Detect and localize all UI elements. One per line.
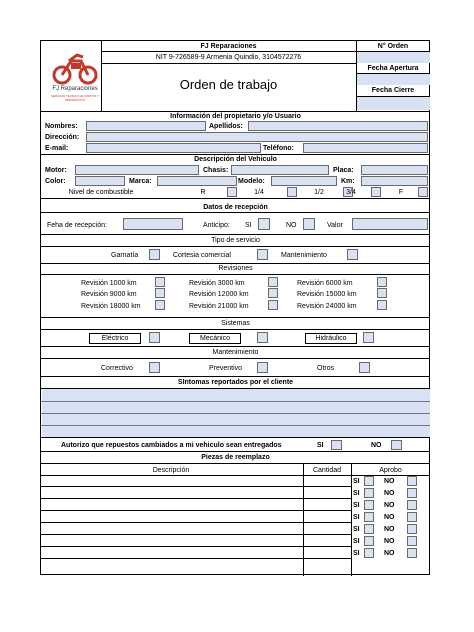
fuel-check-f[interactable] (418, 187, 428, 197)
order-number-label: N° Orden (377, 43, 409, 50)
nombres-field[interactable] (86, 121, 206, 131)
revision-9000-check[interactable] (155, 288, 165, 298)
apellidos-field[interactable] (248, 121, 428, 131)
motor-label: Motor: (45, 167, 67, 174)
revision-12000-check[interactable] (268, 288, 278, 298)
revision-3000-check[interactable] (268, 277, 278, 287)
revision-3000: Revisión 3000 km (189, 280, 245, 287)
revision-24000: Revisión 24000 km (297, 303, 357, 310)
anticipo-no-label: NO (286, 222, 297, 229)
part-no-label: NO (384, 514, 395, 521)
part-si-label: SI (353, 490, 360, 497)
service-cortesia-label: Cortesia comercial (173, 252, 231, 259)
revision-21000-check[interactable] (268, 300, 278, 310)
parts-col-descripcion: Descripción (152, 467, 190, 474)
system-hidraulico-label: Hidráulico (305, 333, 357, 344)
logo-text: FJ Reparaciones (52, 86, 98, 92)
fuel-level-f: F (398, 189, 404, 196)
part-quantity-cell[interactable] (304, 547, 351, 559)
part-no-label: NO (384, 502, 395, 509)
email-label: E-mail: (45, 145, 69, 152)
part-description-cell[interactable] (41, 535, 303, 547)
revision-15000-check[interactable] (377, 288, 387, 298)
part-si-check[interactable] (364, 524, 374, 534)
logo (47, 47, 103, 103)
revision-15000: Revisión 15000 km (297, 291, 357, 298)
page-title: Orden de trabajo (179, 77, 278, 92)
fecha-apertura-field[interactable] (357, 74, 430, 85)
part-description-cell[interactable] (41, 487, 303, 499)
service-mantenimiento-check[interactable] (347, 249, 358, 260)
service-garantia-label: Garnatía (111, 252, 139, 259)
revision-24000-check[interactable] (377, 300, 387, 310)
part-quantity-cell[interactable] (304, 475, 351, 487)
anticipo-no-check[interactable] (303, 218, 315, 230)
part-quantity-cell[interactable] (304, 523, 351, 535)
maint-otros-label: Otros (317, 365, 335, 372)
part-no-label: NO (384, 550, 395, 557)
maintenance-section-title: Mantenimiento (212, 349, 259, 356)
part-description-cell[interactable] (41, 523, 303, 535)
part-description-cell[interactable] (41, 475, 303, 487)
parts-row (41, 535, 430, 547)
direccion-field[interactable] (86, 132, 428, 142)
parts-row (41, 499, 430, 511)
fuel-level-r: R (200, 189, 206, 196)
symptoms-section-title: SIntomas reportados por el cliente (177, 379, 294, 386)
revision-1000-check[interactable] (155, 277, 165, 287)
fecha-cierre-field[interactable] (357, 97, 430, 110)
fuel-level-1-4: 1/4 (254, 189, 264, 196)
parts-row (41, 475, 430, 487)
valor-field[interactable] (352, 218, 428, 230)
part-quantity-cell[interactable] (304, 487, 351, 499)
revision-21000: Revisión 21000 km (189, 303, 249, 310)
part-no-check[interactable] (407, 548, 417, 558)
part-description-cell[interactable] (41, 547, 303, 559)
part-no-check[interactable] (407, 488, 417, 498)
authorization-text: Autorizo que repuestos cambiados a mi vehiculo sean entregados (61, 442, 282, 449)
system-electrico-label: Eléctrico (89, 333, 141, 344)
part-si-check[interactable] (364, 548, 374, 558)
part-no-label: NO (384, 526, 395, 533)
fecha-apertura-label: Fecha Apertura (367, 65, 419, 72)
part-quantity-cell[interactable] (304, 499, 351, 511)
work-order-form (40, 40, 430, 575)
part-no-check[interactable] (407, 500, 417, 510)
service-section-title: Tipo de servicio (211, 237, 260, 244)
parts-row (41, 523, 430, 535)
motorcycle-icon (47, 47, 103, 87)
system-hidraulico-check[interactable] (363, 332, 374, 343)
system-mecanico-check[interactable] (257, 332, 268, 343)
parts-section-title: Piezas de reemplazo (201, 454, 270, 461)
chasis-label: Chasis: (203, 167, 229, 174)
maint-otros-check[interactable] (359, 362, 370, 373)
modelo-field[interactable] (271, 176, 337, 186)
system-electrico-check[interactable] (149, 332, 160, 343)
maint-preventivo-label: Preventivo (209, 365, 243, 372)
parts-col-aprobo: Aprobo (379, 467, 402, 474)
nombres-label: Nombres: (45, 123, 78, 130)
logo-tagline: SERVICIO TECNICO EN MOTOS Y REPARACION (50, 94, 100, 102)
part-quantity-cell[interactable] (304, 535, 351, 547)
fuel-check-r[interactable] (227, 187, 237, 197)
fuel-level-1-2: 1/2 (314, 189, 324, 196)
valor-label: Valor (327, 222, 343, 229)
part-si-label: SI (353, 514, 360, 521)
direccion-label: Dirección: (45, 134, 80, 141)
maint-correctivo-label: Correctivo (101, 365, 133, 372)
modelo-label: Modelo: (238, 178, 265, 185)
part-quantity-cell[interactable] (304, 511, 351, 523)
chasis-field[interactable] (231, 165, 329, 175)
telefono-label: Teléfono: (263, 145, 294, 152)
anticipo-label: Anticipo: (203, 222, 230, 229)
service-mantenimiento-label: Mantenimiento (281, 252, 327, 259)
part-si-check[interactable] (364, 500, 374, 510)
order-number-field[interactable] (357, 52, 430, 63)
revision-9000: Revisión 9000 km (81, 291, 137, 298)
part-no-label: NO (384, 490, 395, 497)
fecha-recepcion-label: Feha de recepción: (47, 222, 107, 229)
part-si-label: SI (353, 526, 360, 533)
auth-no-label: NO (371, 442, 382, 449)
part-si-label: SI (353, 478, 360, 485)
fecha-cierre-label: Fecha Cierre (371, 87, 415, 94)
anticipo-si-check[interactable] (258, 218, 270, 230)
revision-6000: Revisión 6000 km (297, 280, 353, 287)
revision-1000: Revisión 1000 km (81, 280, 137, 287)
part-no-check[interactable] (407, 476, 417, 486)
owner-section-title: Información del propietario y/o Usuario (170, 113, 301, 120)
part-si-check[interactable] (364, 536, 374, 546)
part-no-label: NO (384, 478, 395, 485)
km-field[interactable] (361, 176, 428, 186)
email-field[interactable] (86, 143, 261, 153)
auth-si-label: SI (317, 442, 324, 449)
system-mecanico-label: Mecánico (189, 333, 241, 344)
revision-6000-check[interactable] (377, 277, 387, 287)
fuel-check-3-4[interactable] (371, 187, 381, 197)
parts-col-cantidad: Cantidad (312, 467, 342, 474)
color-field[interactable] (75, 176, 125, 186)
placa-field[interactable] (361, 165, 428, 175)
service-cortesia-check[interactable] (257, 249, 268, 260)
company-nit: NIT 9-726589-9 Armenia Quindio, 3104572276 (155, 54, 302, 61)
marca-field[interactable] (157, 176, 237, 186)
parts-row (41, 547, 430, 559)
service-garantia-check[interactable] (149, 249, 160, 260)
part-no-check[interactable] (407, 512, 417, 522)
km-label: Km: (341, 178, 355, 185)
auth-no-check[interactable] (391, 440, 402, 450)
vehicle-section-title: Descripción del Vehiculo (194, 156, 277, 163)
part-si-check[interactable] (364, 488, 374, 498)
apellidos-label: Apellidos: (209, 123, 243, 130)
company-name: FJ Reparaciones (200, 43, 257, 50)
part-si-check[interactable] (364, 476, 374, 486)
revision-18000-check[interactable] (155, 300, 165, 310)
part-si-label: SI (353, 538, 360, 545)
part-no-check[interactable] (407, 536, 417, 546)
revision-18000: Revisión 18000 km (81, 303, 141, 310)
reception-section-title: Datos de recepción (203, 204, 268, 211)
maint-preventivo-check[interactable] (257, 362, 268, 373)
part-si-check[interactable] (364, 512, 374, 522)
systems-section-title: Sistemas (221, 320, 250, 327)
fuel-label: Nivel de combustible (68, 189, 134, 196)
fecha-recepcion-field[interactable] (123, 218, 183, 230)
color-label: Color: (45, 178, 66, 185)
parts-row (41, 487, 430, 499)
motor-field[interactable] (75, 165, 199, 175)
parts-row (41, 511, 430, 523)
part-no-check[interactable] (407, 524, 417, 534)
anticipo-si-label: SI (245, 222, 252, 229)
marca-label: Marca: (129, 178, 152, 185)
part-si-label: SI (353, 550, 360, 557)
telefono-field[interactable] (303, 143, 428, 153)
parts-table-body (41, 475, 430, 575)
fuel-check-1-4[interactable] (287, 187, 297, 197)
fuel-level-3-4: 3/4 (346, 189, 356, 196)
maint-correctivo-check[interactable] (149, 362, 160, 373)
part-si-label: SI (353, 502, 360, 509)
auth-si-check[interactable] (331, 440, 342, 450)
revisions-section-title: Revisiones (218, 265, 253, 272)
part-no-label: NO (384, 538, 395, 545)
part-description-cell[interactable] (41, 499, 303, 511)
part-description-cell[interactable] (41, 511, 303, 523)
placa-label: Placa: (333, 167, 354, 174)
revision-12000: Revisión 12000 km (189, 291, 249, 298)
